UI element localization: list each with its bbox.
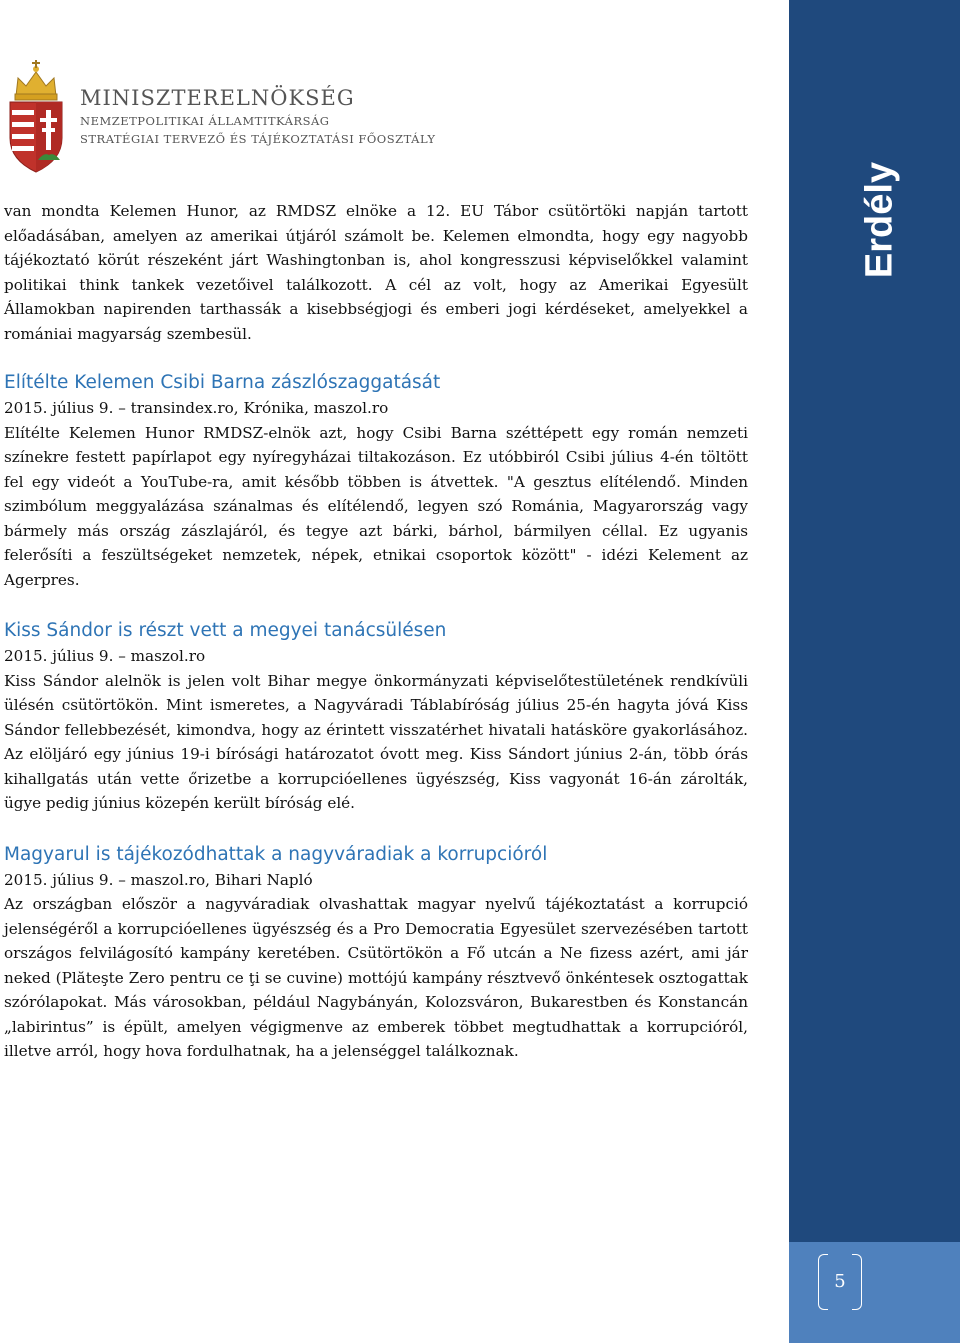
main-content [4, 199, 748, 1064]
coat-of-arms-logo [6, 56, 66, 176]
org-title: MINISZTERELNÖKSÉG [80, 86, 355, 110]
org-subtitle: NEMZETPOLITIKAI ÁLLAMTITKÁRSÁG [80, 114, 330, 128]
article-meta: 2015. július 9. – maszol.ro, Bihari Napló [4, 870, 313, 889]
article-title: Kiss Sándor is részt vett a megyei tanácsülésen [4, 620, 447, 641]
article-body: Elítélte Kelemen Hunor RMDSZ-elnök azt, hogy Csibi Barna széttépett egy román nemzeti színekre festett papírlapot egy nyíregyházai tiltakozáson. Ez utóbbiról Csibi július 4-én töltött fel egy videót a YouTube-ra, amit később többen is átvettek. "A gesztus elítélendő. Minden szimbólum meggyalázása szánalmas és elítélendő, legyen szó Románia, Magyarország vagy bármely más ország zászlajáról, és tegye azt bárki, bárhol, bármilyen céllal. Ez ugyanis felerősíti a feszültségeket nemzetek, népek, etnikai csoportok között" - idézi Kelement az Agerpres. [4, 423, 748, 589]
article-meta: 2015. július 9. – maszol.ro [4, 647, 206, 665]
article-meta: 2015. július 9. – transindex.ro, Krónika, maszol.ro [4, 399, 389, 417]
intro-paragraph: van mondta Kelemen Hunor, az RMDSZ elnöke a 12. EU Tábor csütörtöki napján tartott előadásában, amelyen az amerikai útjáról számolt be. Kelemen elmondta, hogy egy nagyobb tájékoztató körút részeként járt Washingtonban is, ahol kongresszusi képviselőkkel valamint politikai think tankek vezetőivel találkozott. A cél az volt, hogy az Amerikai Egyesült Államokban napirenden tarthassák a kisebbségjogi és emberi jogi kérdéseket, amelyekkel a romániai magyarság szembesül. [4, 202, 748, 343]
section-label: Erdély [858, 161, 901, 279]
page-number-block [789, 1242, 960, 1343]
article-body: Az országban először a nagyváradiak olvashattak magyar nyelvű tájékoztatást a korrupció jelenségéről a korrupcióellenes ügyészség és a Pro Democratia Egyesület szervezésében tartott országos felvilágosító kampány keretében. Csütörtökön a Fő utcán a Ne fizess azért, ami jár neked (Plăteşte Zero pentru ce ţi se cuvine) mottójú kampány résztvevő önkéntesek osztogattak szórólapokat. Más városokban, például Nagybányán, Kolozsváron, Bukarestben és Konstancán „labirintus” is épült, amelyen végigmenve az emberek többet megtudhattak a korrupcióról, illetve arról, hogy hova fordulhatnak, ha a jelenséggel találkoznak. [4, 895, 748, 1060]
article-title: Magyarul is tájékozódhattak a nagyváradiak a korrupcióról [4, 843, 548, 865]
page-number [818, 1254, 862, 1310]
article-body: Kiss Sándor alelnök is jelen volt Bihar megye önkormányzati képviselőtestületének rendkívüli ülésén csütörtökön. Mint ismeretes, a Nagyváradi Táblabíróság július 25-én hagyta jóvá Kiss Sándor fellebbezését, kimondva, hogy az érintett visszatérhet hivatali hatásköre gyakorlásához. Az elöljáró egy június 19-i bírósági határozatot óvott meg. Kiss Sándort június 2-án, több órás kihallgatás után vette őrizetbe a korrupcióellenes ügyészség, Kiss vagyonát 16-án zárolták, ügye pedig június közepén került bíróság elé. [4, 671, 748, 812]
section-tab [850, 150, 910, 290]
article-title: Elítélte Kelemen Csibi Barna zászlószaggatását [4, 372, 441, 393]
page-number-text: 5 [834, 1271, 846, 1292]
org-department: STRATÉGIAI TERVEZŐ ÉS TÁJÉKOZTATÁSI FŐOSZTÁLY [80, 132, 436, 146]
